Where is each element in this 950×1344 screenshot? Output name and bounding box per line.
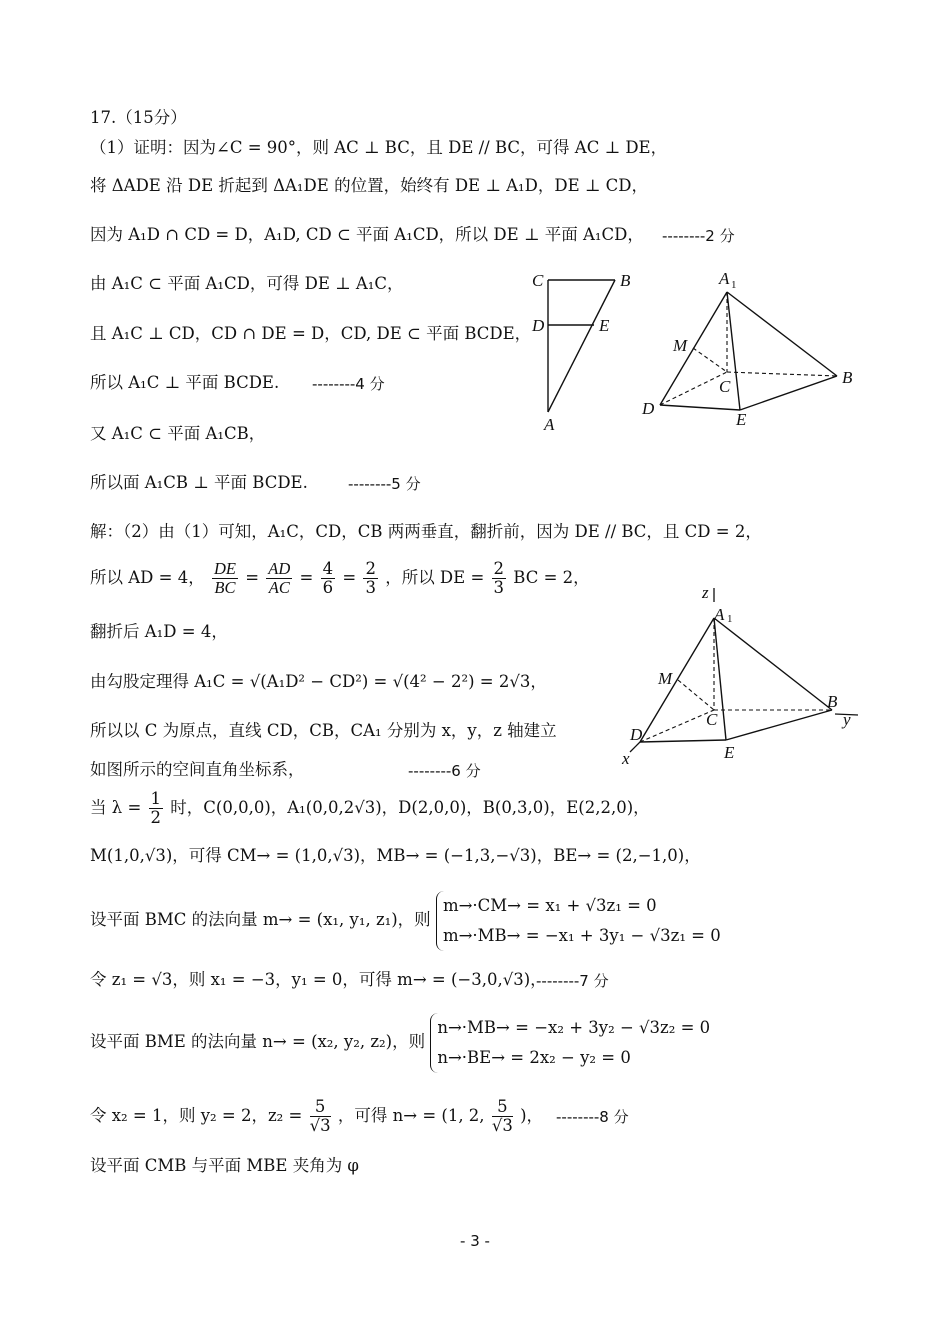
figure-folded-pyramid bbox=[635, 262, 860, 432]
proof-line-2: 将 ΔADE 沿 DE 折起到 ΔA₁DE 的位置，始终有 DE ⊥ A₁D，DE ⊥ CD， bbox=[90, 176, 648, 195]
text-x2: 令 x₂ = 1，则 y₂ = 2，z₂ = bbox=[90, 1106, 303, 1125]
score-5: --------5 分 bbox=[348, 475, 421, 493]
label-e: E bbox=[599, 316, 610, 335]
equation-system-m: m→·CM→ = x₁ + √3z₁ = 0 m→·MB→ = −x₁ + 3y₁ − √3z₁ = 0 bbox=[436, 891, 721, 951]
label-a-sub: 1 bbox=[731, 279, 737, 291]
text-normal-n: 设平面 BME 的法向量 n→ = (x₂, y₂, z₂)，则 bbox=[90, 1032, 426, 1051]
edge-cb-hidden bbox=[727, 372, 837, 376]
text-close: )， bbox=[520, 1106, 544, 1125]
fraction-de-bc: $\frac{DE}{BC}$ bbox=[213, 559, 236, 597]
proof-line-8: 所以面 A₁CB ⊥ 平面 BCDE. bbox=[90, 473, 308, 492]
label-a: A bbox=[719, 269, 730, 288]
solution-line-12 bbox=[90, 1094, 543, 1138]
solution-line-10: 令 z₁ = √3，则 x₁ = −3，y₁ = 0，可得 m→ = (−3,0,√3)， bbox=[90, 970, 547, 989]
label-a: A bbox=[714, 605, 725, 624]
solution-line-7 bbox=[90, 788, 650, 828]
proof-line-3: 因为 A₁D ∩ CD = D，A₁D, CD ⊂ 平面 A₁CD，所以 DE ⊥ 平面 A₁CD， bbox=[90, 225, 644, 244]
text-normal-m: 设平面 BMC 的法向量 m→ = (x₁, y₁, z₁)，则 bbox=[90, 910, 431, 929]
solution-line-5: 所以以 C 为原点，直线 CD，CB，CA₁ 分别为 x，y，z 轴建立 bbox=[90, 721, 557, 740]
solution-line-8: M(1,0,√3)，可得 CM→ = (1,0,√3)，MB→ = (−1,3,−√3)，BE→ = (2,−1,0)， bbox=[90, 846, 701, 865]
label-e: E bbox=[724, 743, 735, 762]
text-vector-n: ，可得 n→ = (1, 2, bbox=[337, 1106, 485, 1125]
fraction-2-3-b: $\frac{2}{3}$ bbox=[493, 559, 505, 597]
label-z: z bbox=[702, 583, 709, 602]
label-m: M bbox=[673, 336, 688, 355]
label-b: B bbox=[827, 692, 838, 711]
score-8: --------8 分 bbox=[556, 1108, 629, 1126]
fraction-2-3: $\frac{2}{3}$ bbox=[365, 559, 376, 597]
proof-line-7: 又 A₁C ⊂ 平面 A₁CB， bbox=[90, 424, 266, 443]
fraction-ad-ac: $\frac{AD}{AC}$ bbox=[268, 559, 291, 597]
label-x: x bbox=[622, 749, 630, 768]
edge-mc-hidden bbox=[678, 680, 714, 710]
edge-a1b bbox=[727, 292, 837, 376]
edge-dc-hidden bbox=[640, 710, 714, 742]
edge-a1d bbox=[640, 618, 714, 742]
fraction-1-2: $\frac{1}{2}$ bbox=[150, 789, 162, 827]
label-e: E bbox=[736, 410, 747, 429]
fraction-4-6: $\frac{4}{6}$ bbox=[322, 559, 334, 597]
score-2: --------2 分 bbox=[662, 227, 735, 245]
solution-line-11 bbox=[90, 1010, 710, 1074]
score-6: --------6 分 bbox=[408, 762, 481, 780]
label-b: B bbox=[842, 368, 853, 387]
label-c: C bbox=[532, 271, 544, 290]
text-ad-4: 所以 AD = 4， bbox=[90, 568, 205, 587]
edge-a1b bbox=[714, 618, 832, 710]
text-lambda: 当 λ = bbox=[90, 798, 142, 817]
score-7: --------7 分 bbox=[536, 972, 609, 990]
fraction-5-sqrt3: $\frac{5}{√3}$ bbox=[309, 1097, 331, 1135]
solution-line-3: 翻折后 A₁D = 4， bbox=[90, 622, 228, 641]
text-coordinates: 时，C(0,0,0)，A₁(0,0,2√3)，D(2,0,0)，B(0,3,0)，E(2,2,0)， bbox=[170, 798, 650, 817]
solution-line-2: 所以 AD = 4， $\frac{DE}{BC}$ = $\frac{AD}{AC}$ = $\frac{4}{6}$ = $\frac{2}{3}$ ，所以 DE = $\frac{2}{3}$ BC = 2， bbox=[90, 559, 590, 597]
label-a: A bbox=[544, 415, 555, 434]
label-b: B bbox=[620, 271, 631, 290]
equation-system-n: n→·MB→ = −x₂ + 3y₂ − √3z₂ = 0 n→·BE→ = 2x₂ − y₂ = 0 bbox=[430, 1013, 710, 1073]
edge-eb bbox=[740, 376, 837, 410]
text-de-eq: ，所以 DE = bbox=[385, 568, 485, 587]
edge-eb bbox=[726, 710, 832, 740]
edge-de bbox=[660, 405, 740, 410]
label-a-sub: 1 bbox=[727, 613, 733, 625]
solution-line-1: 解：（2）由（1）可知，A₁C，CD，CB 两两垂直，翻折前，因为 DE // BC，且 CD = 2， bbox=[90, 522, 762, 541]
proof-line-6: 所以 A₁C ⊥ 平面 BCDE. bbox=[90, 373, 280, 392]
label-d: D bbox=[630, 725, 643, 744]
label-m: M bbox=[658, 669, 673, 688]
edge-mc-hidden bbox=[693, 348, 727, 372]
solution-line-6: 如图所示的空间直角坐标系， bbox=[90, 760, 305, 779]
solution-line-13: 设平面 CMB 与平面 MBE 夹角为 φ bbox=[90, 1156, 359, 1175]
proof-line-4: 由 A₁C ⊂ 平面 A₁CD，可得 DE ⊥ A₁C， bbox=[90, 274, 404, 293]
figure-flat-triangle bbox=[520, 262, 640, 437]
solution-line-9 bbox=[90, 888, 721, 952]
label-d: D bbox=[532, 316, 545, 335]
label-y: y bbox=[843, 710, 851, 729]
figure-coordinate-pyramid bbox=[610, 580, 870, 770]
label-c: C bbox=[719, 377, 731, 396]
page-number: - 3 - bbox=[460, 1232, 490, 1250]
edge-ba bbox=[548, 280, 615, 412]
label-d: D bbox=[642, 399, 655, 418]
label-c: C bbox=[706, 710, 718, 729]
text-bc-2: BC = 2， bbox=[513, 568, 590, 587]
solution-line-4: 由勾股定理得 A₁C = √(A₁D² − CD²) = √(4² − 2²) = 2√3， bbox=[90, 672, 547, 691]
proof-line-5: 且 A₁C ⊥ CD，CD ∩ DE = D，CD, DE ⊂ 平面 BCDE， bbox=[90, 324, 532, 343]
proof-line-1: （1）证明：因为∠C = 90°，则 AC ⊥ BC，且 DE // BC，可得 AC ⊥ DE， bbox=[90, 138, 668, 157]
score-4: --------4 分 bbox=[312, 375, 385, 393]
problem-heading: 17.（15分） bbox=[90, 108, 187, 127]
edge-de bbox=[640, 740, 726, 742]
fraction-5-sqrt3-b: $\frac{5}{√3}$ bbox=[491, 1097, 513, 1135]
